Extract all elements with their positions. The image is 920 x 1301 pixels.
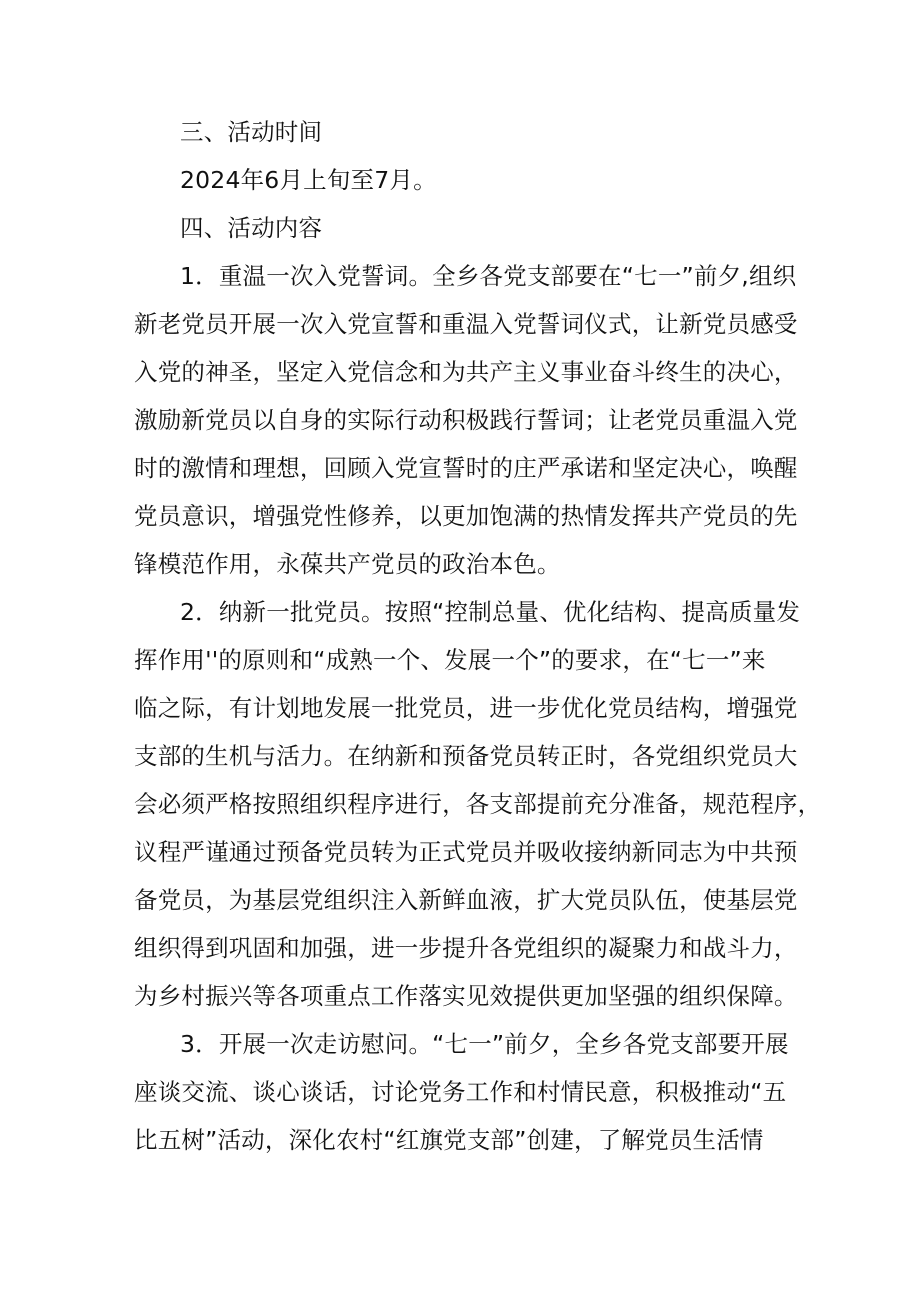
paragraph-line: 支部的生机与活力。在纳新和预备党员转正时，各党组织党员大	[134, 742, 798, 770]
paragraph-line: 临之际，有计划地发展一批党员，进一步优化党员结构，增强党	[134, 694, 798, 722]
paragraph-line: 议程严谨通过预备党员转为正式党员并吸收接纳新同志为中共预	[134, 838, 798, 866]
paragraph-line: 1．重温一次入党誓词。全乡各党支部要在“七一”前夕,组织	[180, 262, 797, 290]
paragraph-line: 2．纳新一批党员。按照“控制总量、优化结构、提高质量发	[180, 598, 801, 626]
section-heading-activity-time: 三、活动时间	[180, 118, 323, 146]
paragraph-line: 党员意识，增强党性修养，以更加饱满的热情发挥共产党员的先	[134, 502, 798, 530]
paragraph-line: 挥作用''的原则和“成熟一个、发展一个”的要求，在“七一”来	[134, 646, 766, 674]
paragraph-line: 入党的神圣，坚定入党信念和为共产主义事业奋斗终生的决心，	[134, 358, 798, 386]
paragraph-line: 座谈交流、谈心谈话，讨论党务工作和村情民意，积极推动“五	[134, 1078, 787, 1106]
paragraph-line: 3．开展一次走访慰问。“七一”前夕，全乡各党支部要开展	[180, 1030, 789, 1058]
paragraph-line: 锋模范作用，永葆共产党员的政治本色。	[134, 550, 561, 578]
section-heading-activity-content: 四、活动内容	[180, 214, 323, 242]
paragraph-line: 比五树”活动，深化农村“红旗党支部”创建，了解党员生活情	[134, 1126, 764, 1154]
activity-date: 2024年6月上旬至7月。	[180, 166, 437, 194]
paragraph-line: 激励新党员以自身的实际行动积极践行誓词；让老党员重温入党	[134, 406, 798, 434]
paragraph-line: 会必须严格按照组织程序进行，各支部提前充分准备，规范程序，	[134, 790, 822, 818]
paragraph-line: 新老党员开展一次入党宣誓和重温入党誓词仪式，让新党员感受	[134, 310, 798, 338]
paragraph-line: 时的激情和理想，回顾入党宣誓时的庄严承诺和坚定决心，唤醒	[134, 454, 798, 482]
paragraph-line: 备党员，为基层党组织注入新鲜血液，扩大党员队伍，使基层党	[134, 886, 798, 914]
paragraph-line: 为乡村振兴等各项重点工作落实见效提供更加坚强的组织保障。	[134, 982, 798, 1010]
paragraph-line: 组织得到巩固和加强，进一步提升各党组织的凝聚力和战斗力，	[134, 934, 798, 962]
